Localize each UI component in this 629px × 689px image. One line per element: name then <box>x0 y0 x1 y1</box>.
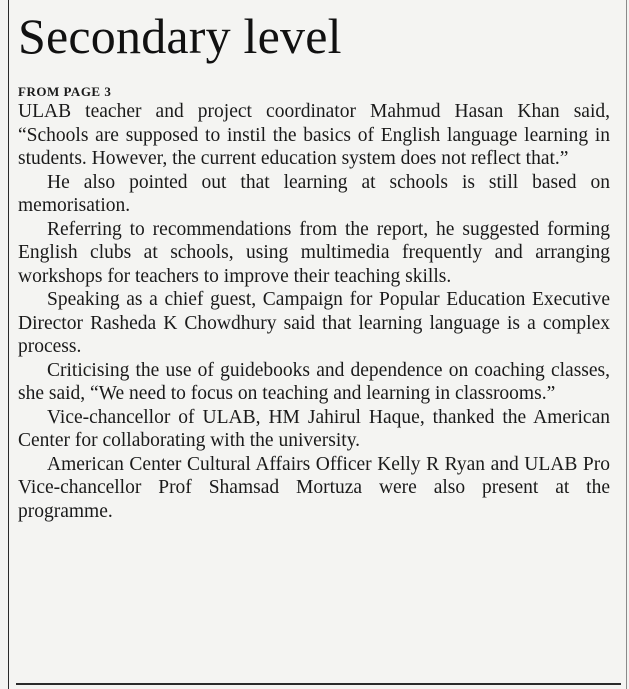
article-paragraph: Speaking as a chief guest, Campaign for Popular Education Executive Director Rasheda K Chowdhury said that learning language is a complex process. <box>18 289 610 357</box>
article-paragraph: He also pointed out that learning at schools is still based on memorisation. <box>18 171 610 216</box>
article-paragraph: Referring to recommendations from the report, he suggested forming English clubs at schools, using multimedia frequently and arranging workshops for teachers to improve their teaching skills. <box>18 218 610 287</box>
headline: Secondary level <box>18 8 342 64</box>
column-rule-left <box>8 0 9 689</box>
article-paragraph: Vice-chancellor of ULAB, HM Jahirul Haque, thanked the American Center for collaborating with the university. <box>18 406 610 451</box>
article-paragraph: ULAB teacher and project coordinator Mahmud Hasan Khan said, “Schools are supposed to instil the basics of English language learning in students. However, the current education system does not reflect that.” <box>18 101 610 169</box>
column-rule-right <box>626 0 627 689</box>
article-paragraph: Criticising the use of guidebooks and dependence on coaching classes, she said, “We need to focus on teaching and learning in classrooms.” <box>18 359 610 404</box>
bottom-rule <box>16 683 621 685</box>
article <box>18 0 610 523</box>
article-paragraph: American Center Cultural Affairs Officer Kelly R Ryan and ULAB Pro Vice-chancellor Prof Shamsad Mortuza were also present at the programme. <box>18 453 610 522</box>
jump-line: FROM PAGE 3 <box>18 84 112 99</box>
